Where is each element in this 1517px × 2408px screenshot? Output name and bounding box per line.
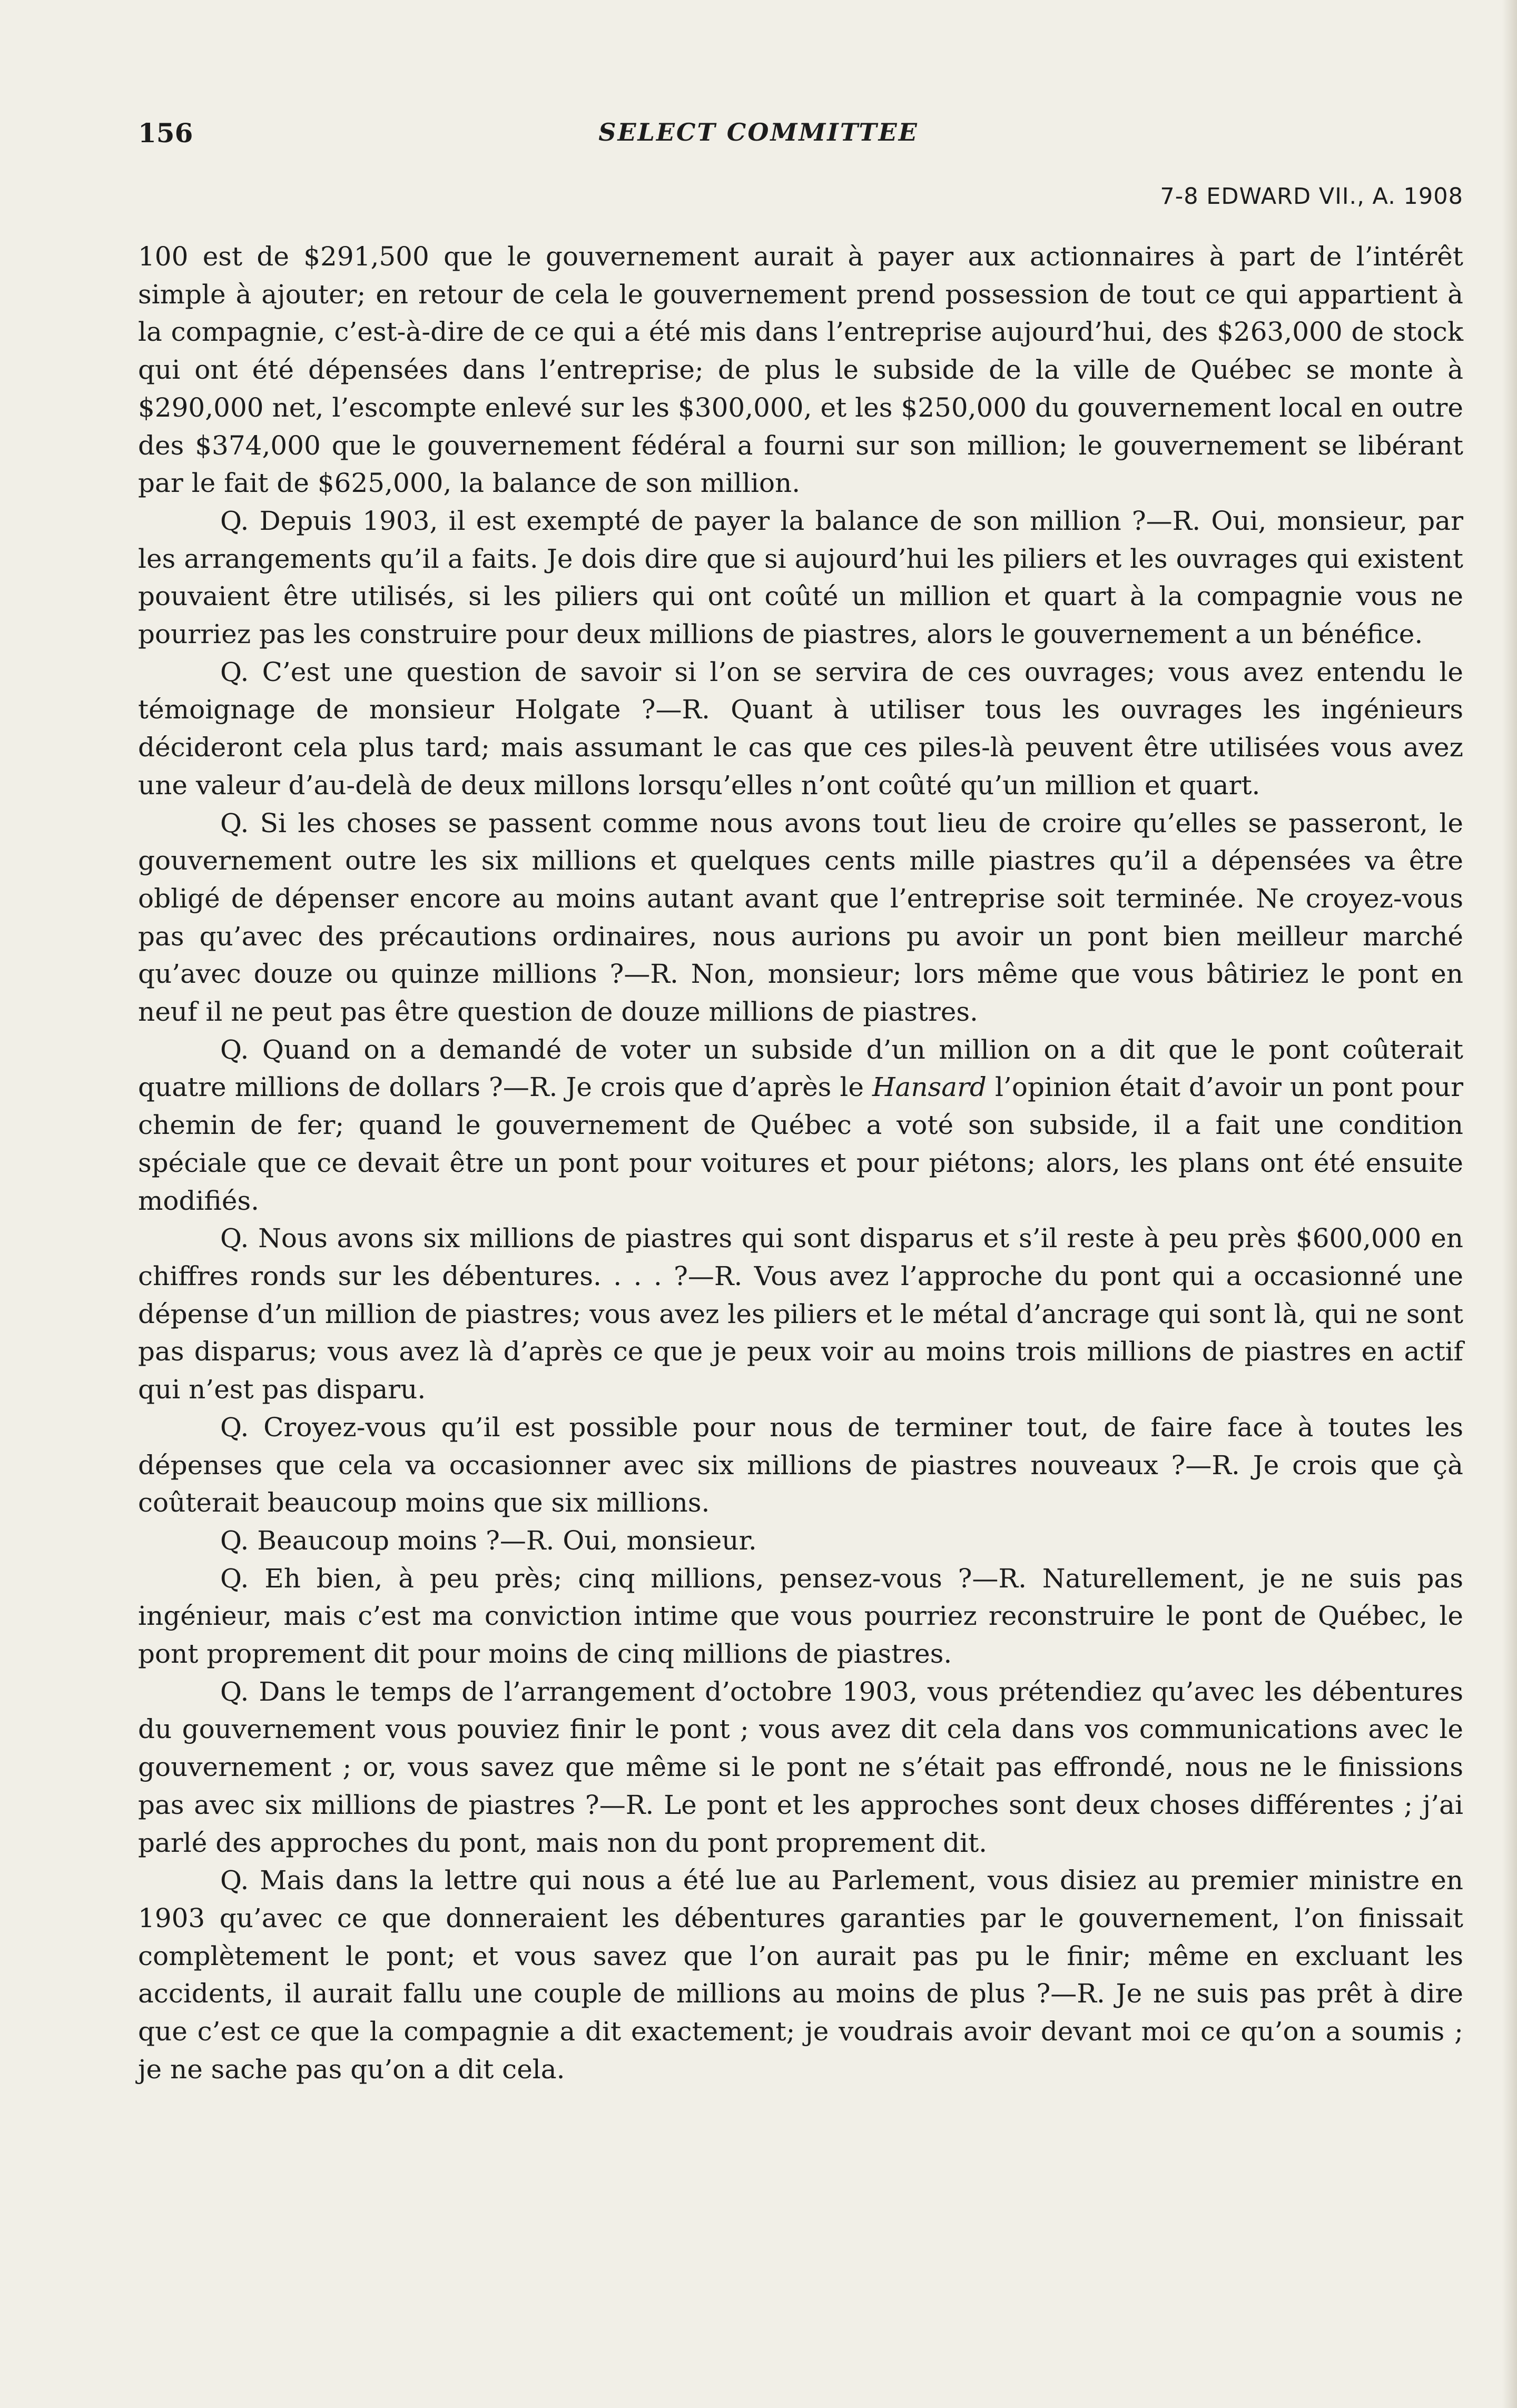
paragraph-2: Q. Depuis 1903, il est exempté de payer la balance de son million ?—R. Oui, monsieur, par les arrangements qu’il a faits. Je dois dire que si aujourd’hui les piliers et les ouvrages qui existent pouvaient être utilisés, si les piliers qui ont coûté un million et quart à la compagnie vous ne pourriez pas les construire pour deux millions de piastres, alors le gouvernement a un bénéfice. (138, 505, 1463, 650)
running-title: SELECT COMMITTEE (598, 118, 919, 146)
paragraph-7: Q. Croyez-vous qu’il est possible pour nous de terminer tout, de faire face à toutes les dépenses que cela va occasionner avec six millions de piastres nouveaux ?—R. Je crois que çà coûterait beaucoup moins que six millions. (138, 1412, 1463, 1518)
paragraph-1: 100 est de $291,500 que le gouvernement aurait à payer aux actionnaires à part de l’intérêt simple à ajouter; en retour de cela le gouvernement prend possession de tout ce qui appartient à la compagnie, c’est-à-dire de ce qui a été mis dans l’entreprise aujourd’hui, des $263,000 de stock qui ont été dépensées dans l’entreprise; de plus le subside de la ville de Québec se monte à $290,000 net, l’escompte enlevé sur les $300,000, et les $250,000 du gouvernement local en outre des $374,000 que le gouvernement fédéral a fourni sur son million; le gouvernement se libérant par le fait de $625,000, la balance de son million. (138, 241, 1463, 499)
paragraph-5-text-after: l’opinion était d’avoir un pont pour chemin de fer; quand le gouvernement de Québec a voté son subside, il a fait une condition spéciale que ce devait être un pont pour voitures et pour piétons; alors, les plans ont été ensuite modifiés. (138, 1072, 1463, 1216)
body-text (138, 238, 1463, 2088)
paragraph-5 (138, 1031, 1463, 1220)
paragraph-3: Q. C’est une question de savoir si l’on se servira de ces ouvrages; vous avez entendu le témoignage de monsieur Holgate ?—R. Quant à utiliser tous les ouvrages les ingénieurs décideront cela plus tard; mais assumant le cas que ces piles-là peuvent être utilisées vous avez une valeur d’au-delà de deux millons lorsqu’elles n’ont coûté qu’un million et quart. (138, 656, 1463, 801)
paragraph-4: Q. Si les choses se passent comme nous avons tout lieu de croire qu’elles se passeront, le gouvernement outre les six millions et quelques cents mille piastres qu’il a dépensées va être obligé de dépenser encore au moins autant avant que l’entreprise soit terminée. Ne croyez-vous pas qu’avec des précautions ordinaires, nous aurions pu avoir un pont bien meilleur marché qu’avec douze ou quinze millions ?—R. Non, monsieur; lors même que vous bâtiriez le pont en neuf il ne peut pas être question de douze millions de piastres. (138, 807, 1463, 1028)
paragraph-10: Q. Dans le temps de l’arrangement d’octobre 1903, vous prétendiez qu’avec les débentures du gouvernement vous pouviez finir le pont ; vous avez dit cela dans vos communications avec le gouvernement ; or, vous savez que même si le pont ne s’était pas effrondé, nous ne le finissions pas avec six millions de piastres ?—R. Le pont et les approches sont deux choses différentes ; j’ai parlé des approches du pont, mais non du pont proprement dit. (138, 1676, 1463, 1858)
paragraph-5-text-before: Q. Quand on a demandé de voter un subside d’un million on a dit que le pont coûterait quatre millions de dollars ?—R. Je crois que d’après le (138, 1034, 1463, 1103)
paragraph-8: Q. Beaucoup moins ?—R. Oui, monsieur. (220, 1525, 757, 1556)
paragraph-6: Q. Nous avons six millions de piastres qui sont disparus et s’il reste à peu près $600,000 en chiffres ronds sur les débentures. . . . ?—R. Vous avez l’approche du pont qui a occasionné une dépense d’un million de piastres; vous avez les piliers et le métal d’ancrage qui sont là, qui ne sont pas disparus; vous avez là d’après ce que je peux voir au moins trois millions de piastres en actif qui n’est pas disparu. (138, 1223, 1463, 1405)
paragraph-9: Q. Eh bien, à peu près; cinq millions, pensez-vous ?—R. Naturellement, je ne suis pas ingénieur, mais c’est ma conviction intime que vous pourriez reconstruire le pont de Québec, le pont proprement dit pour moins de cinq millions de piastres. (138, 1563, 1463, 1670)
page-edge-shadow (1502, 0, 1517, 2408)
session-label: 7-8 EDWARD VII., A. 1908 (1160, 183, 1463, 210)
paragraph-11: Q. Mais dans la lettre qui nous a été lue au Parlement, vous disiez au premier ministre en 1903 qu’avec ce que donneraient les débentures garanties par le gouvernement, l’on finissait complètement le pont; et vous savez que l’on aurait pas pu le finir; même en excluant les accidents, il aurait fallu une couple de millions au moins de plus ?—R. Je ne suis pas prêt à dire que c’est ce que la compagnie a dit exactement; je voudrais avoir devant moi ce qu’on a soumis ; je ne sache pas qu’on a dit cela. (138, 1865, 1463, 2085)
hansard-reference: Hansard (872, 1072, 987, 1103)
page-number: 156 (138, 117, 193, 149)
